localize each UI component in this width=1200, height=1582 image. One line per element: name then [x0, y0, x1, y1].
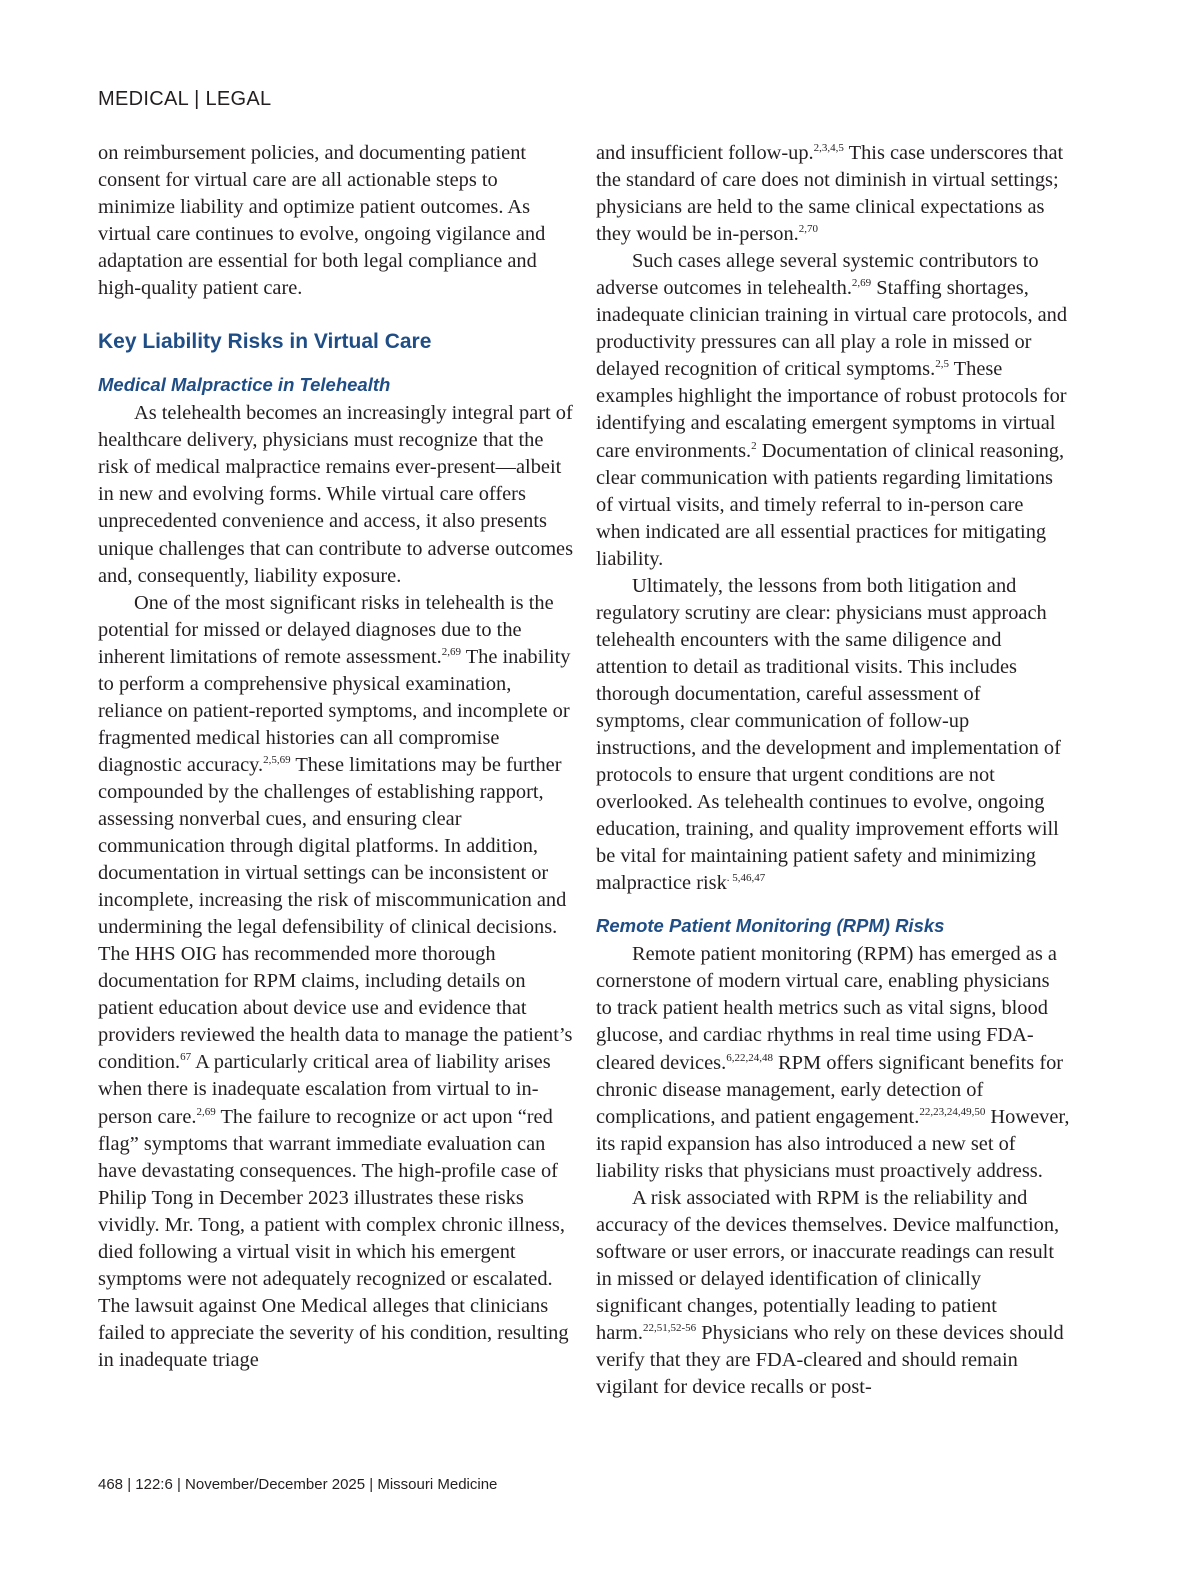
citation: 22,23,24,49,50 [919, 1105, 986, 1118]
citation: 2,69 [441, 645, 461, 658]
text-run: One of the most significant risks in telehealth is the potential for missed or delayed diagnoses due to the inherent limitations of remote assessment. [98, 591, 554, 668]
section-heading: Key Liability Risks in Virtual Care [98, 330, 432, 354]
text-run: This case underscores that the standard of care does not diminish in virtual settings; physicians are held to the same clinical expectations as they would be in-person. [596, 142, 1064, 246]
paragraph [98, 590, 574, 1374]
text-run: Staffing shortages, inadequate clinician training in virtual care protocols, and productivity pressures can all play a role in missed or delayed recognition of critical symptoms. [596, 277, 1068, 381]
citation: . 5,46,47 [726, 872, 766, 885]
paragraph: As telehealth becomes an increasingly integral part of healthcare delivery, physicians must recognize that the risk of medical malpractice remains ever-present—albeit in new and evolving forms. While virtual care offers unprecedented convenience and access, it also presents unique challenges that can contribute to adverse outcomes and, consequently, liability exposure. [98, 402, 574, 587]
text-run: A particularly critical area of liability arises when there is inadequate escalation from virtual to in-person care. [98, 1051, 551, 1128]
citation: 2 [751, 439, 757, 452]
section-header: MEDICAL | LEGAL [98, 88, 272, 110]
right-column [596, 140, 1070, 1401]
citation: 2,69 [851, 277, 872, 290]
citation: 67 [180, 1051, 192, 1064]
text-run: The failure to recognize or act upon “red flag” symptoms that warrant immediate evaluation can have devastating consequences. The high-profile case of Philip Tong in December 2023 illustrates these risks vividly. Mr. Tong, a patient with complex chronic illness, died following a virtual visit in which his emergent symptoms were not adequately recognized or escalated. The lawsuit against One Medical alleges that clinicians failed to appreciate the severity of his condition, resulting in inadequate triage [98, 1105, 569, 1371]
paragraph [596, 941, 1070, 1184]
text-run: Physicians who rely on these devices should verify that they are FDA-cleared and should remain vigilant for device recalls or post- [596, 1321, 1064, 1399]
text-run: The inability to perform a comprehensive physical examination, reliance on patient-reported symptoms, and incomplete or fragmented medical histories can all compromise diagnostic accuracy. [98, 645, 571, 776]
citation: 2,5 [935, 358, 949, 371]
citation: 6,22,24,48 [726, 1051, 773, 1064]
text-run: Remote patient monitoring (RPM) has emerged as a cornerstone of modern virtual care, enabling physicians to track patient health metrics such as vital signs, blood glucose, and cardiac rhythms in real time using FDA-cleared devices. [596, 943, 1057, 1074]
citation: 2,69 [196, 1105, 216, 1118]
text-run: and insufficient follow-up. [596, 142, 814, 164]
page-footer: 468 | 122:6 | November/December 2025 | Missouri Medicine [98, 1476, 498, 1493]
text-run: A risk associated with RPM is the reliability and accuracy of the devices themselves. Device malfunction, software or user errors, or inaccurate readings can result in missed or delayed identification of clinically significant changes, potentially leading to patient harm. [596, 1186, 1060, 1344]
text-run: Such cases allege several systemic contributors to adverse outcomes in telehealth. [596, 250, 1039, 300]
paragraph [596, 248, 1070, 573]
paragraph [596, 1185, 1070, 1401]
subsection-heading: Medical Malpractice in Telehealth [98, 374, 391, 396]
text-run: However, its rapid expansion has also introduced a new set of liability risks that physicians must proactively address. [596, 1105, 1070, 1182]
citation: 2,3,4,5 [813, 142, 844, 154]
text-run: Documentation of clinical reasoning, clear communication with patients regarding limitations of virtual visits, and timely referral to in-person care when indicated are all essential practices for mitigating liability. [596, 439, 1065, 570]
paragraph: on reimbursement policies, and documenting patient consent for virtual care are all actionable steps to minimize liability and optimize patient outcomes. As virtual care continues to evolve, ongoing vigilance and adaptation are essential for both legal compliance and high-quality patient care. [98, 142, 546, 300]
paragraph [596, 573, 1070, 898]
text-run: Ultimately, the lessons from both litigation and regulatory scrutiny are clear: physicians must approach telehealth encounters with the same diligence and attention to detail as traditional visits. This includes thorough documentation, careful assessment of symptoms, clear communication of follow-up instructions, and the development and implementation of protocols to ensure that urgent conditions are not overlooked. As telehealth continues to evolve, ongoing education, training, and quality improvement efforts will be vital for maintaining patient safety and minimizing malpractice risk [596, 574, 1061, 895]
text-run: RPM offers significant benefits for chronic disease management, early detection of complications, and patient engagement. [596, 1051, 1064, 1128]
left-column [98, 140, 574, 1374]
paragraph [596, 140, 1070, 248]
subsection-heading: Remote Patient Monitoring (RPM) Risks [596, 915, 945, 937]
citation: 22,51,52-56 [643, 1321, 697, 1334]
text-run: These examples highlight the importance of robust protocols for identifying and escalating emergent symptoms in virtual care environments. [596, 358, 1067, 462]
citation: 2,5,69 [263, 753, 291, 766]
citation: 2,70 [798, 223, 818, 236]
text-run: These limitations may be further compounded by the challenges of establishing rapport, assessing nonverbal cues, and ensuring clear communication through digital platforms. In addition, documentation in virtual settings can be inconsistent or incomplete, increasing the risk of miscommunication and undermining the legal defensibility of clinical decisions. The HHS OIG has recommended more thorough documentation for RPM claims, including details on patient education about device use and evidence that providers reviewed the health data to manage the patient’s condition. [98, 753, 573, 1074]
